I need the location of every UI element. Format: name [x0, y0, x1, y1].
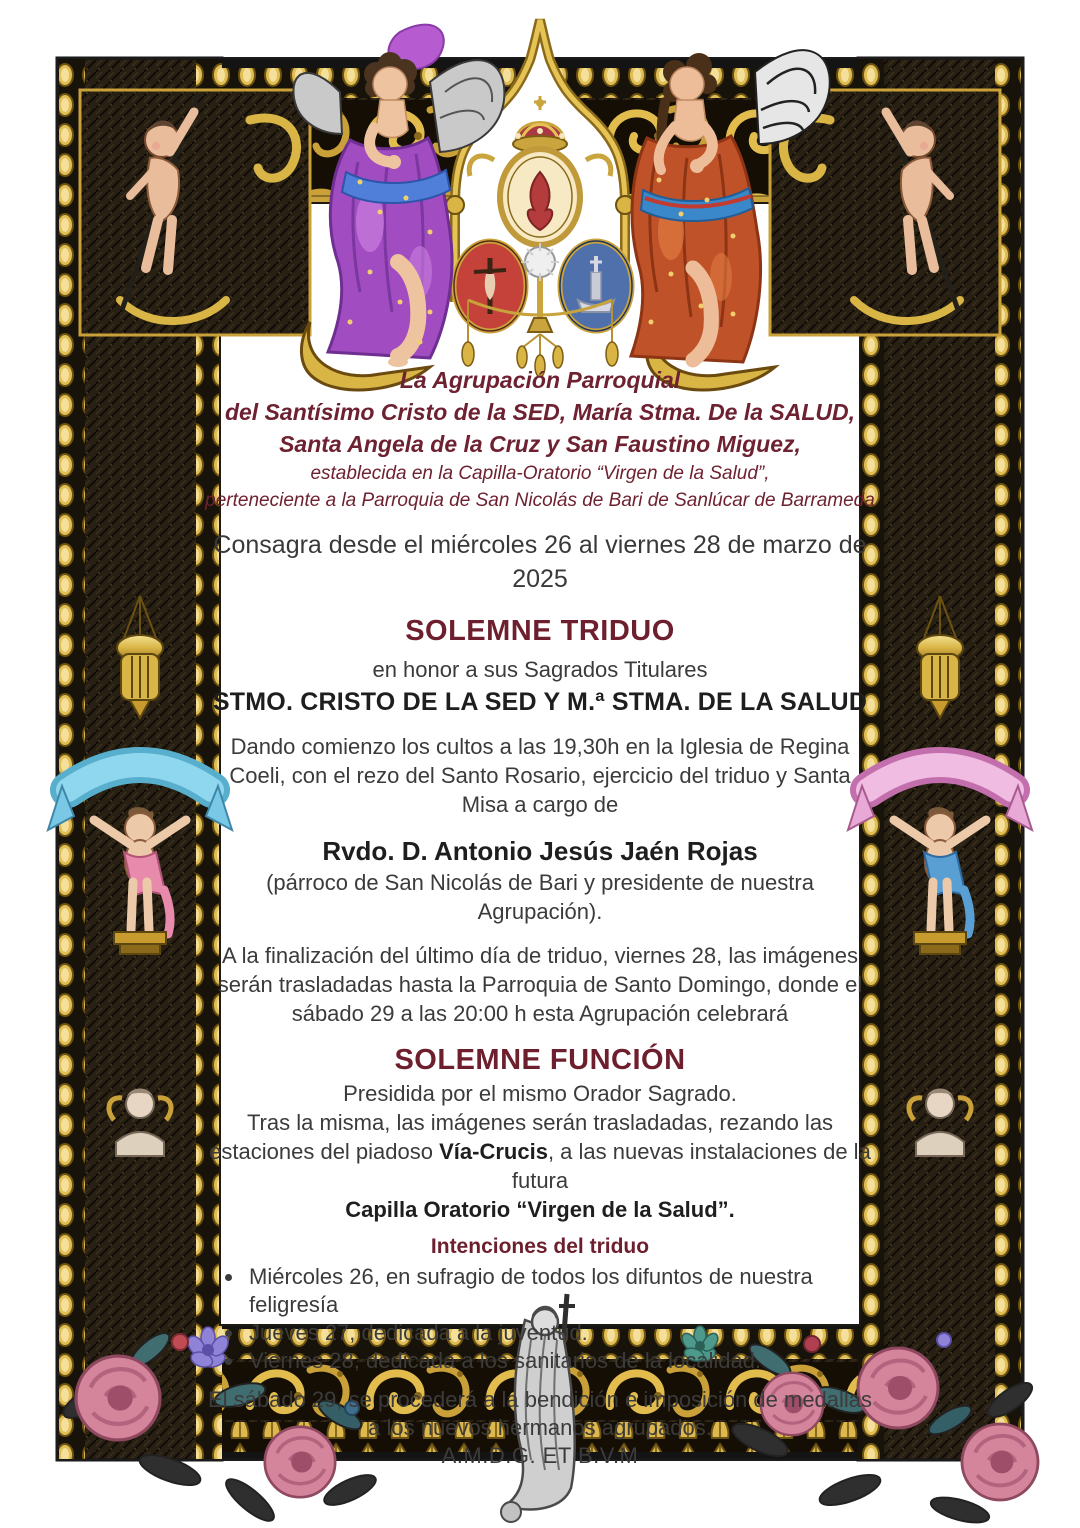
list-item: [245, 1263, 875, 1319]
list-item: [245, 1319, 875, 1347]
amdg-line: A.M.D.G. ET B.V.M: [441, 1443, 639, 1468]
list-item-text: Miércoles 26, en sufragio de todos los difuntos de nuestra feligresía: [249, 1264, 813, 1317]
funcion-line-2: [205, 1108, 875, 1195]
capilla-line: Capilla Oratorio “Virgen de la Salud”.: [345, 1197, 735, 1222]
top-left-corner-panel: [80, 90, 310, 335]
fountain-blue-oval-icon: [560, 241, 632, 331]
triduo-subtitle: en honor a sus Sagrados Titulares: [372, 657, 708, 682]
traslado-paragraph: A la finalización del último día de triduo, viernes 28, las imágenes serán trasladadas hasta la Parroquia de Santo Domingo, donde el sábado 29 a las 20:00 h esta Agrupación celebrará: [217, 943, 863, 1026]
orador-cargo: (párroco de San Nicolás de Bari y presidente de nuestra Agrupación).: [266, 870, 814, 924]
header-line-3: Santa Angela de la Cruz y San Faustino Miguez,: [279, 431, 801, 457]
orador-name: Rvdo. D. Antonio Jesús Jaén Rojas: [322, 836, 758, 866]
funcion-title: SOLEMNE FUNCIÓN: [394, 1044, 686, 1076]
intenciones-list: [205, 1263, 875, 1375]
triduo-intro: Dando comienzo los cultos a las 19,30h en la Iglesia de Regina Coeli, con el rezo del Santo Rosario, ejercicio del triduo y Santa Misa a cargo de: [229, 734, 851, 817]
intenciones-title: Intenciones del triduo: [430, 1235, 650, 1258]
funcion-line-1: Presidida por el mismo Orador Sagrado.: [343, 1081, 737, 1106]
header-line-4: establecida en la Capilla-Oratorio “Virgen de la Salud”,: [310, 463, 770, 484]
funcion-line-2-post: , a las nuevas instalaciones de la futura: [511, 1139, 871, 1193]
header-line-1: La Agrupación Parroquial: [399, 367, 681, 393]
crucifix-red-oval-icon: [454, 241, 526, 331]
list-item-text: Jueves 27, dedicada a la juventud.: [249, 1320, 588, 1345]
cierre-paragraph: El sábado 29, se procederá a la bendición e imposición de medallas a los nuevos hermanos agrupados.: [207, 1387, 873, 1440]
funcion-line-2-pre: Tras la misma, las imágenes serán trasladadas, rezando las estaciones del piadoso: [209, 1110, 834, 1164]
poster-content: [205, 364, 875, 1470]
triduo-title: SOLEMNE TRIDUO: [405, 615, 675, 647]
flame-oval-icon: [500, 149, 580, 245]
list-item: [245, 1347, 875, 1375]
header-line-2: del Santísimo Cristo de la SED, María Stma. De la SALUD,: [224, 399, 856, 425]
via-crucis-bold: Vía-Crucis: [439, 1139, 548, 1164]
header-line-5: perteneciente a la Parroquia de San Nicolás de Bari de Sanlúcar de Barrameda: [205, 490, 875, 511]
list-item-text: Viernes 28, dedicada a los sanitarios de la localidad.: [249, 1348, 762, 1373]
titulares-line: STMO. CRISTO DE LA SED Y M.ª STMA. DE LA SALUD: [212, 688, 868, 716]
dates-line: Consagra desde el miércoles 26 al viernes 28 de marzo de 2025: [213, 531, 867, 593]
